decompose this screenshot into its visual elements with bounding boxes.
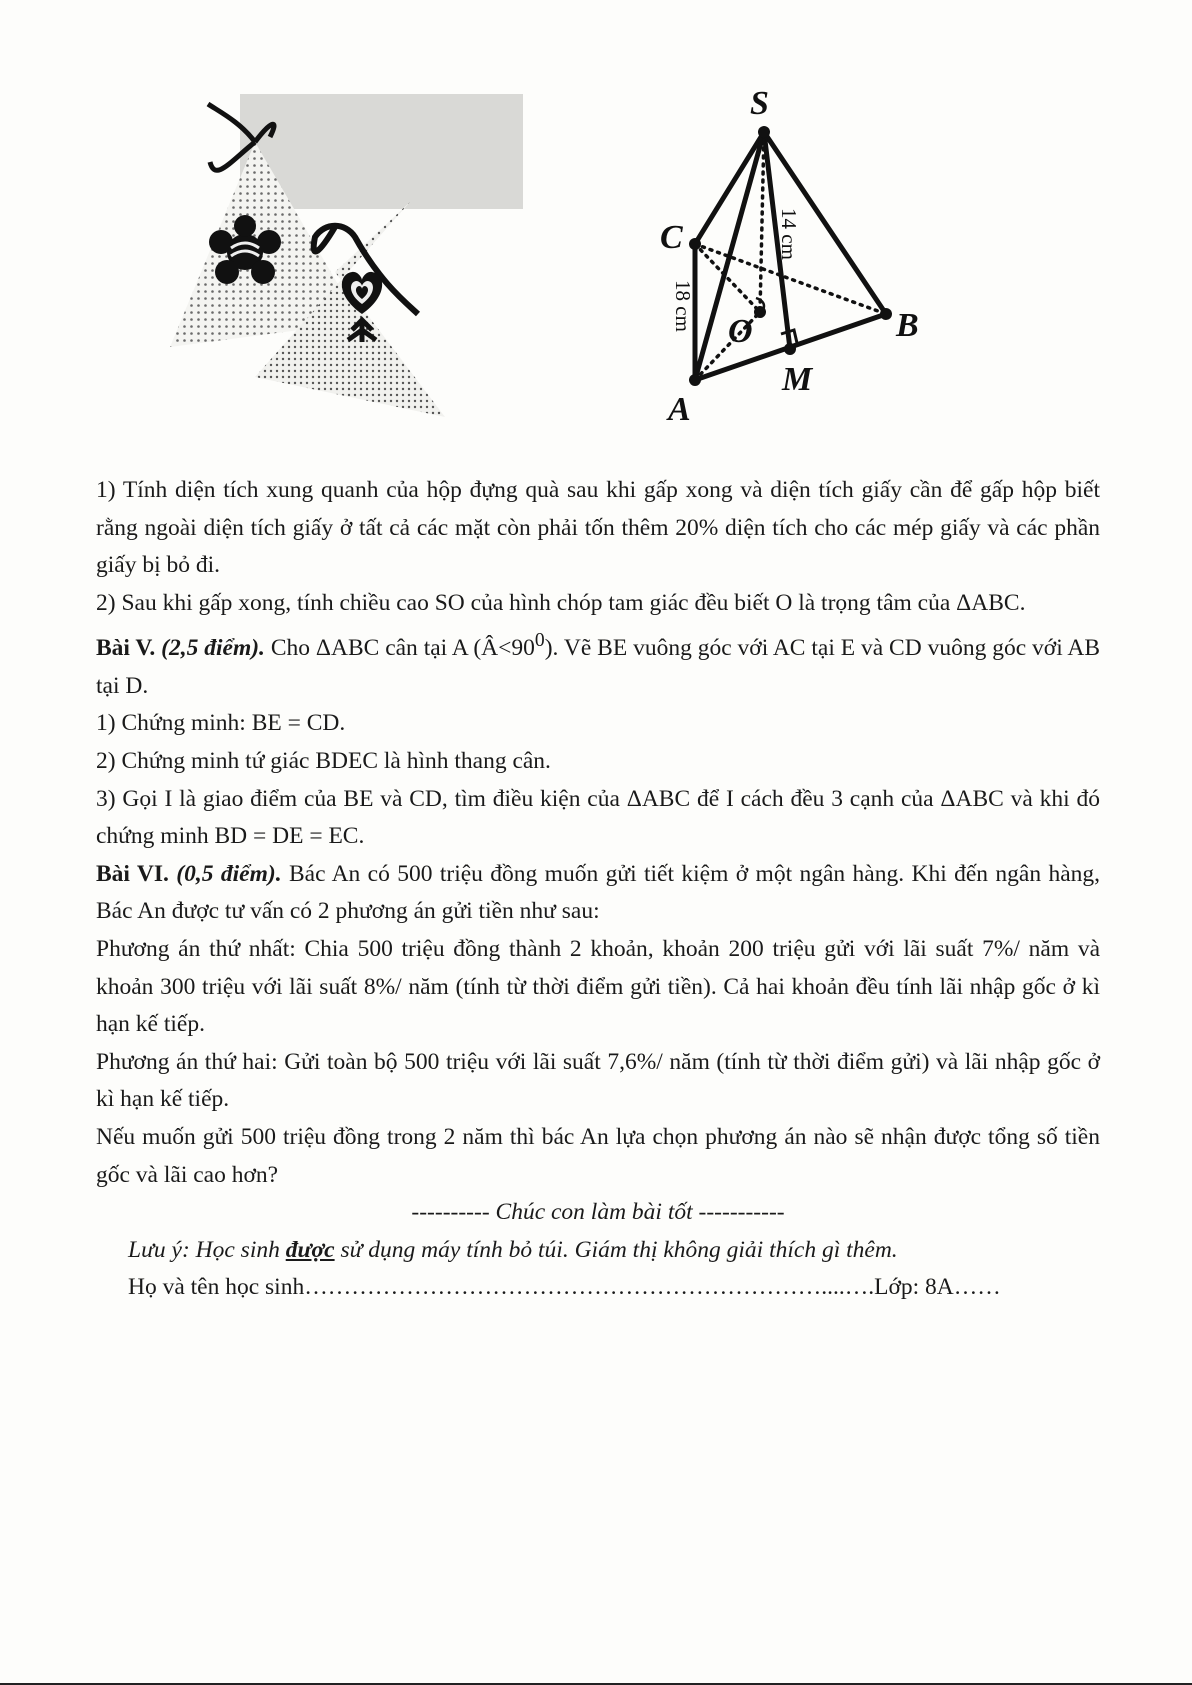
point-b [880, 308, 892, 320]
problem-5-text-a: Cho ΔABC cân tại A (Â<90 [270, 635, 535, 662]
edge-sc [695, 132, 764, 244]
point-c [689, 238, 701, 250]
point-m [784, 343, 796, 355]
exam-note [96, 1232, 1100, 1270]
note-text-b: sử dụng máy tính bỏ túi. Giám thị không giải thích gì thêm. [334, 1236, 898, 1263]
label-o: O [728, 313, 753, 350]
option-1: Phương án thứ nhất: Chia 500 triệu đồng thành 2 khoản, khoản 200 triệu gửi với lãi suất 7%/ năm và khoản 300 triệu với lãi suất 8%/ năm (tính từ thời điểm gửi tiền). Cả hai khoản đều tính lãi nhập gốc ở kì hạn kế tiếp. [96, 935, 1100, 1038]
problem-5-score: (2,5 điểm). [161, 635, 265, 662]
closing-wish: ---------- Chúc con làm bài tốt ----------- [411, 1199, 785, 1226]
label-c: C [660, 219, 683, 256]
problem-6-text: Bác An có 500 triệu đồng muốn gửi tiết kiệm ở một ngân hàng. Khi đến ngân hàng, Bác An được tư vấn có 2 phương án gửi tiền như sau: [96, 860, 1101, 925]
problem-5-part-3: 3) Gọi I là giao điểm của BE và CD, tìm điều kiện của ΔABC để I cách đều 3 cạnh của ΔABC và khi đó chứng minh BD = DE = EC. [96, 785, 1100, 850]
gift-box-photo [160, 92, 525, 444]
option-2: Phương án thứ hai: Gửi toàn bộ 500 triệu với lãi suất 7,6%/ năm (tính từ thời điểm gửi) và lãi nhập gốc ở kì hạn kế tiếp. [96, 1048, 1100, 1113]
problem-5-part-2: 2) Chứng minh tứ giác BDEC là hình thang cân. [96, 747, 551, 774]
label-a: A [668, 391, 691, 428]
label-sm-length: 14 cm [777, 208, 801, 260]
problem-5-text-b: ). Vẽ BE vuông góc với AC tại E và CD vuông góc với AB tại D. [96, 635, 1100, 699]
student-name-line: Họ và tên học sinh…………………………………………………………....….Lớp: 8A…… [128, 1274, 1001, 1301]
label-ca-length: 18 cm [671, 280, 695, 332]
point-a [689, 374, 701, 386]
segment-so [760, 132, 764, 312]
problem-6-heading: Bài VI. [96, 860, 169, 887]
problem-5-part-1: 1) Chứng minh: BE = CD. [96, 710, 346, 737]
exam-content [96, 472, 1100, 1307]
point-s [758, 126, 770, 138]
label-s: S [750, 85, 769, 122]
note-text-a: Lưu ý: Học sinh [128, 1236, 286, 1263]
pyramid-figure [660, 84, 990, 464]
problem-5-heading: Bài V. [96, 635, 156, 662]
question-1: 1) Tính diện tích xung quanh của hộp đựng quà sau khi gấp xong và diện tích giấy cần để gấp hộp biết rằng ngoài diện tích giấy ở tất cả các mặt còn phải tốn thêm 20% diện tích cho các mép giấy và các phần giấy bị bỏ đi. [96, 477, 1100, 579]
note-bold: được [285, 1236, 335, 1263]
label-b: B [896, 307, 919, 344]
problem-6-score: (0,5 điểm). [176, 860, 282, 887]
question-2: 2) Sau khi gấp xong, tính chiều cao SO của hình chóp tam giác đều biết O là trọng tâm của ΔABC. [96, 589, 1026, 616]
problem-5 [96, 622, 1100, 705]
degree-sup: 0 [534, 630, 545, 652]
problem-6-question: Nếu muốn gửi 500 triệu đồng trong 2 năm thì bác An lựa chọn phương án nào sẽ nhận được tổng số tiền gốc và lãi cao hơn? [96, 1123, 1100, 1188]
label-m: M [782, 361, 813, 398]
problem-6 [96, 856, 1100, 931]
point-o [754, 306, 766, 318]
